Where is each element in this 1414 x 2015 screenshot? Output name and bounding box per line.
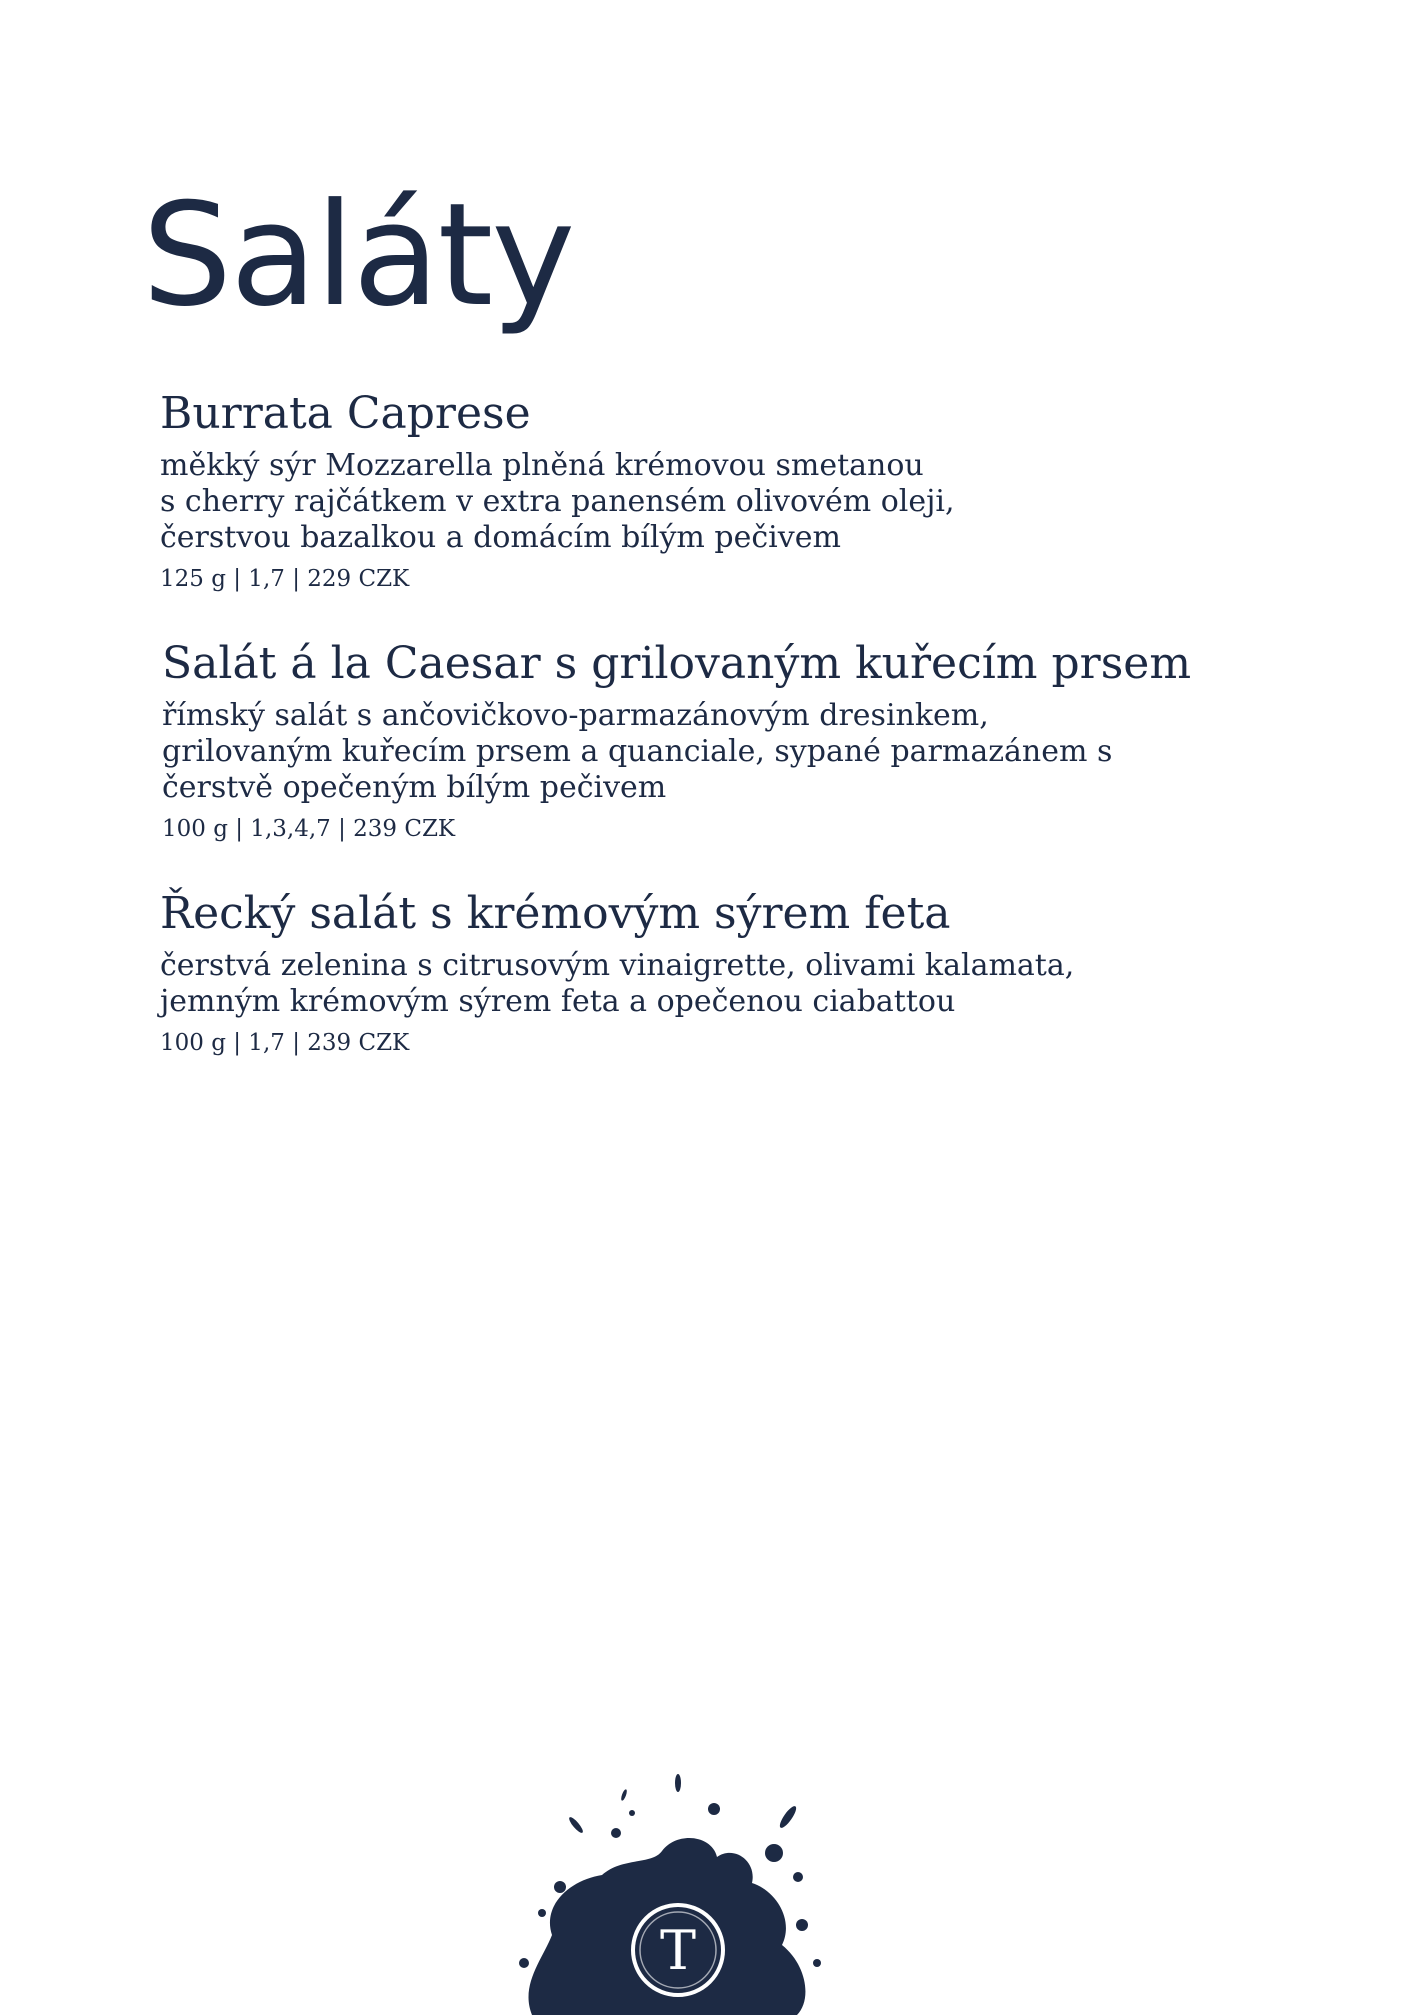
logo-letter: T: [659, 1919, 697, 1982]
item-meta: 100 g | 1,7 | 239 CZK: [160, 1030, 410, 1056]
item-meta: 100 g | 1,3,4,7 | 239 CZK: [162, 816, 456, 842]
item-description: měkký sýr Mozzarella plněná krémovou smetanou s cherry rajčátkem v extra panensém olivovém oleji, čerstvou bazalkou a domácím bílým pečivem: [160, 448, 955, 555]
item-description: čerstvá zelenina s citrusovým vinaigrette, olivami kalamata, jemným krémovým sýrem feta a opečenou ciabattou: [160, 948, 1075, 1019]
menu-item-greek: [160, 886, 1074, 1058]
item-name: Burrata Caprese: [160, 388, 531, 439]
item-description: římský salát s ančovičkovo-parmazánovým dresinkem, grilovaným kuřecím prsem a quanciale, sypané parmazánem s čerstvě opečeným bílým pečivem: [162, 698, 1113, 805]
item-meta: 125 g | 1,7 | 229 CZK: [160, 566, 410, 592]
item-name: Řecký salát s krémovým sýrem feta: [160, 888, 951, 939]
page-title: Saláty: [142, 173, 574, 338]
item-name: Salát á la Caesar s grilovaným kuřecím prsem: [162, 638, 1192, 689]
ink-splash-logo-icon: [512, 1765, 832, 2015]
menu-item-burrata: [160, 386, 955, 594]
menu-item-caesar: [162, 636, 1191, 844]
